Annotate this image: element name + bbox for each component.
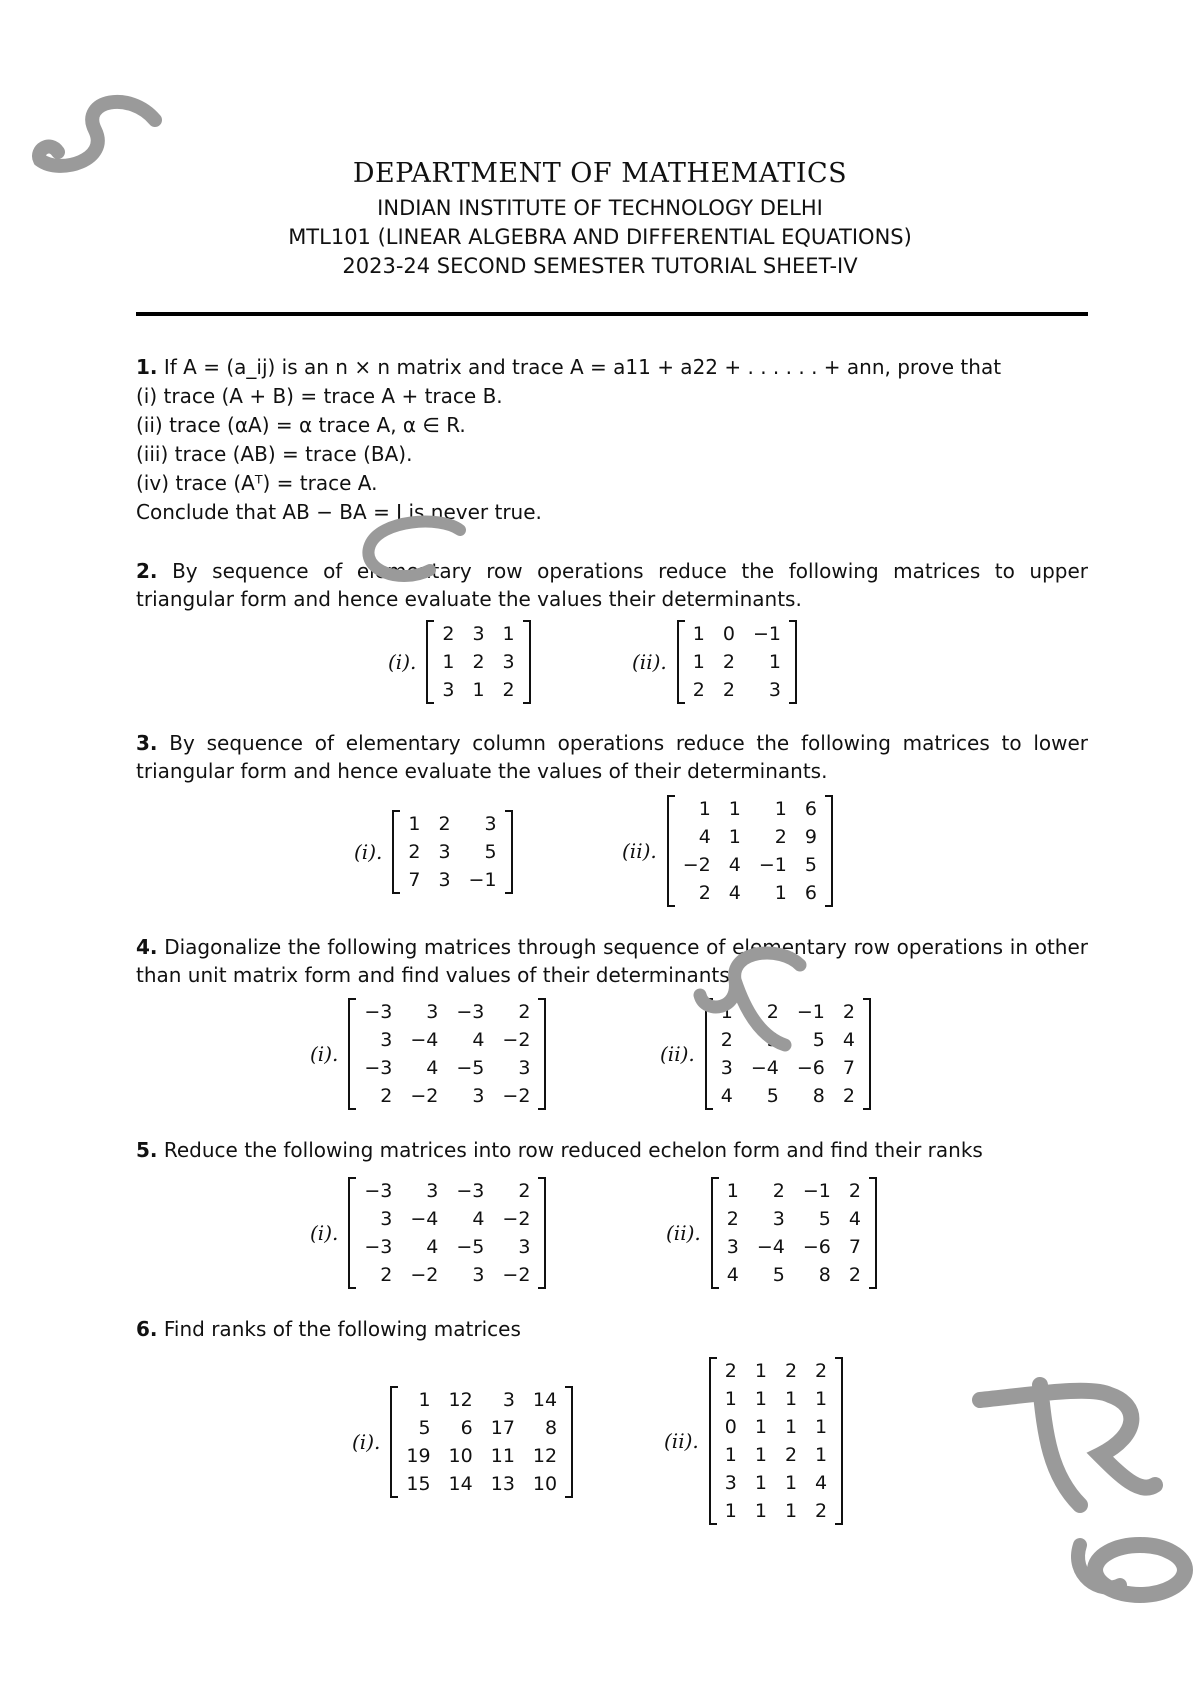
left-bracket — [677, 620, 685, 704]
matrix-cell: 2 — [784, 1444, 798, 1466]
q4-label-i: (i). — [310, 1042, 339, 1066]
right-bracket — [523, 620, 531, 704]
q2-text — [136, 557, 1088, 613]
q6-number: 6. — [136, 1317, 158, 1341]
matrix-row — [356, 998, 538, 1026]
matrix-cell: 1 — [815, 1444, 828, 1466]
matrix-cell: 15 — [406, 1473, 431, 1495]
matrix-cell: 10 — [448, 1445, 473, 1467]
matrix-cell: 2 — [442, 623, 455, 645]
scribble-stroke — [700, 953, 800, 1045]
matrix-cell: 8 — [812, 1085, 825, 1107]
matrix-cell: 1 — [502, 623, 515, 645]
matrix-cell: 1 — [472, 679, 485, 701]
matrix-cell: 2 — [380, 1085, 393, 1107]
q1-conclusion: Conclude that AB − BA = I is never true. — [136, 500, 542, 524]
matrix-cell: 1 — [408, 813, 421, 835]
matrix-row — [717, 1413, 835, 1441]
q5-label-i: (i). — [310, 1221, 339, 1245]
matrix-cell: −6 — [796, 1057, 825, 1079]
matrix-row — [398, 1442, 565, 1470]
q2-matrix-ii — [632, 620, 797, 704]
right-bracket — [505, 810, 513, 894]
matrix-cell: 4 — [472, 1029, 485, 1051]
matrix-row — [675, 823, 825, 851]
matrix-cell: −4 — [410, 1208, 439, 1230]
matrix-cell: −2 — [502, 1029, 531, 1051]
matrix-grid — [434, 620, 522, 704]
matrix-cell: 1 — [784, 1388, 798, 1410]
matrix-cell: 2 — [848, 1264, 861, 1286]
institute-name: INDIAN INSTITUTE OF TECHNOLOGY DELHI — [377, 196, 823, 220]
matrix-cell: −5 — [456, 1057, 485, 1079]
scribble-stroke — [368, 522, 460, 576]
matrix-cell: 1 — [754, 1360, 767, 1382]
q1-part-i: (i) trace (A + B) = trace A + trace B. — [136, 384, 503, 408]
matrix-cell: 4 — [698, 826, 711, 848]
course-title: MTL101 (LINEAR ALGEBRA AND DIFFERENTIAL EQUATIONS) — [288, 225, 912, 249]
matrix-row — [717, 1385, 835, 1413]
matrix-cell: 3 — [472, 1264, 485, 1286]
matrix-cell: 4 — [815, 1472, 828, 1494]
matrix-row — [356, 1205, 538, 1233]
matrix-row — [434, 676, 522, 704]
matrix-grid — [356, 1177, 538, 1289]
right-bracket — [825, 795, 833, 907]
matrix-row — [356, 1177, 538, 1205]
watermark-scribble-top-left — [20, 90, 170, 190]
q4-number: 4. — [136, 935, 158, 959]
matrix-cell: 1 — [774, 798, 787, 820]
matrix-cell: 3 — [502, 651, 515, 673]
q5-matrix-i — [310, 1177, 546, 1289]
matrix-cell: 3 — [426, 1180, 439, 1202]
matrix-cell: 1 — [728, 826, 741, 848]
matrix-cell: 1 — [698, 798, 711, 820]
q3-body: By sequence of elementary column operations reduce the following matrices to lower triangular form and hence evaluate the values of their determinants. — [136, 731, 1089, 783]
matrix-row — [398, 1386, 565, 1414]
matrix-row — [713, 1054, 863, 1082]
matrix-cell: 6 — [804, 798, 817, 820]
matrix-cell: 0 — [724, 1416, 737, 1438]
q2-label-i: (i). — [388, 650, 417, 674]
matrix-cell: 17 — [490, 1417, 515, 1439]
q1-intro — [136, 353, 1001, 381]
matrix-row — [400, 838, 504, 866]
q5-body: Reduce the following matrices into row reduced echelon form and find their ranks — [163, 1138, 983, 1162]
matrix-row — [719, 1177, 869, 1205]
q6-body: Find ranks of the following matrices — [163, 1317, 521, 1341]
matrix-cell: −6 — [802, 1236, 831, 1258]
matrix-cell: 1 — [815, 1416, 828, 1438]
matrix-cell: 3 — [766, 1029, 779, 1051]
matrix-cell: −2 — [410, 1085, 439, 1107]
matrix-cell: −4 — [750, 1057, 779, 1079]
matrix-cell: −3 — [364, 1236, 393, 1258]
matrix-row — [675, 851, 825, 879]
matrix-cell: 5 — [818, 1208, 831, 1230]
q1-part-ii: (ii) trace (αA) = α trace A, α ∈ R. — [136, 413, 466, 437]
matrix-cell: 4 — [728, 854, 741, 876]
matrix-cell: −3 — [456, 1180, 485, 1202]
matrix-row — [356, 1082, 538, 1110]
q5-text — [136, 1136, 983, 1164]
watermark-scribble-right — [690, 945, 810, 1055]
matrix-cell: 4 — [726, 1264, 739, 1286]
matrix-cell: 5 — [804, 854, 817, 876]
matrix-cell: 3 — [380, 1029, 393, 1051]
matrix-cell: 4 — [426, 1057, 439, 1079]
matrix-row — [356, 1026, 538, 1054]
matrix-cell: 3 — [472, 1085, 485, 1107]
matrix-cell: −4 — [756, 1236, 785, 1258]
matrix-cell: 1 — [754, 1500, 767, 1522]
watermark-signature-bottom-right — [970, 1355, 1200, 1615]
matrix-cell: 7 — [842, 1057, 855, 1079]
matrix-row — [685, 676, 789, 704]
matrix-cell: −3 — [364, 1001, 393, 1023]
matrix-cell: 3 — [484, 813, 497, 835]
matrix-cell: 1 — [724, 1388, 737, 1410]
matrix-row — [713, 1082, 863, 1110]
matrix-cell: 5 — [772, 1264, 785, 1286]
matrix-cell: 7 — [408, 869, 421, 891]
matrix-cell: 1 — [815, 1388, 828, 1410]
matrix-cell: 2 — [815, 1500, 828, 1522]
right-bracket — [789, 620, 797, 704]
matrix-cell: −2 — [502, 1208, 531, 1230]
matrix-cell: 0 — [722, 623, 735, 645]
scribble-stroke — [980, 1385, 1155, 1505]
q2-body: By sequence of elementary row operations reduce the following matrices to upper triangular form and hence evaluate the values their determinants. — [136, 559, 1089, 611]
matrix-grid — [675, 795, 825, 907]
matrix-cell: 3 — [726, 1236, 739, 1258]
matrix-row — [717, 1441, 835, 1469]
right-bracket — [863, 998, 871, 1110]
matrix-cell: 2 — [502, 679, 515, 701]
matrix-cell: 12 — [532, 1445, 558, 1467]
matrix-cell: 2 — [784, 1360, 798, 1382]
matrix-row — [717, 1469, 835, 1497]
left-bracket — [667, 795, 675, 907]
matrix-cell: 4 — [426, 1236, 439, 1258]
q4-label-ii: (ii). — [660, 1042, 695, 1066]
matrix-grid — [719, 1177, 869, 1289]
matrix-cell: 1 — [784, 1472, 798, 1494]
matrix-cell: 6 — [460, 1417, 473, 1439]
matrix-row — [356, 1261, 538, 1289]
q6-matrix-ii — [664, 1357, 843, 1525]
matrix-cell: 2 — [772, 1180, 785, 1202]
matrix-grid — [400, 810, 504, 894]
q3-label-ii: (ii). — [622, 839, 657, 863]
matrix-cell: 1 — [754, 1416, 767, 1438]
matrix-cell: 5 — [766, 1085, 779, 1107]
matrix-cell: 10 — [532, 1473, 558, 1495]
q2-matrix-i — [388, 620, 531, 704]
q1-part-iii: (iii) trace (AB) = trace (BA). — [136, 442, 413, 466]
matrix-cell: 2 — [766, 1001, 779, 1023]
left-bracket — [390, 1386, 398, 1498]
matrix-cell: 1 — [784, 1500, 798, 1522]
matrix-cell: 1 — [754, 1388, 767, 1410]
matrix-cell: 1 — [754, 1444, 767, 1466]
matrix-grid — [685, 620, 789, 704]
matrix-cell: 3 — [518, 1057, 531, 1079]
scribble-stroke — [39, 102, 155, 166]
left-bracket — [711, 1177, 719, 1289]
matrix-cell: 3 — [426, 1001, 439, 1023]
matrix-cell: −1 — [802, 1180, 831, 1202]
matrix-row — [719, 1233, 869, 1261]
matrix-cell: 1 — [724, 1500, 737, 1522]
matrix-cell: 8 — [818, 1264, 831, 1286]
q3-matrix-ii — [622, 795, 833, 907]
matrix-cell: −3 — [364, 1057, 393, 1079]
matrix-cell: 2 — [518, 1001, 531, 1023]
matrix-cell: 2 — [815, 1360, 828, 1382]
matrix-cell: 2 — [726, 1208, 739, 1230]
matrix-cell: 1 — [442, 651, 455, 673]
right-bracket — [835, 1357, 843, 1525]
matrix-cell: 4 — [728, 882, 741, 904]
matrix-cell: 2 — [698, 882, 711, 904]
matrix-cell: 2 — [472, 651, 485, 673]
left-bracket — [426, 620, 434, 704]
matrix-cell: −1 — [796, 1001, 825, 1023]
matrix-cell: −2 — [410, 1264, 439, 1286]
matrix-cell: 3 — [724, 1472, 737, 1494]
matrix-row — [356, 1233, 538, 1261]
matrix-cell: 2 — [380, 1264, 393, 1286]
matrix-cell: −1 — [758, 854, 787, 876]
matrix-cell: −2 — [502, 1085, 531, 1107]
q4-text — [136, 933, 1088, 989]
matrix-row — [398, 1470, 565, 1498]
matrix-cell: 1 — [768, 651, 781, 673]
q4-matrix-i — [310, 998, 546, 1110]
matrix-cell: −3 — [364, 1180, 393, 1202]
q2-number: 2. — [136, 559, 158, 583]
left-bracket — [392, 810, 400, 894]
matrix-row — [356, 1054, 538, 1082]
matrix-row — [434, 648, 522, 676]
matrix-cell: 3 — [438, 841, 451, 863]
matrix-row — [398, 1414, 565, 1442]
matrix-row — [719, 1205, 869, 1233]
q1-part-iv: (iv) trace (Aᵀ) = trace A. — [136, 471, 378, 495]
matrix-cell: 3 — [472, 623, 485, 645]
matrix-cell: 1 — [728, 798, 741, 820]
matrix-cell: 5 — [812, 1029, 825, 1051]
matrix-cell: −3 — [456, 1001, 485, 1023]
q5-matrix-ii — [666, 1177, 877, 1289]
matrix-cell: 1 — [726, 1180, 739, 1202]
q6-matrix-i — [352, 1386, 573, 1498]
matrix-cell: 3 — [720, 1057, 733, 1079]
left-bracket — [348, 1177, 356, 1289]
matrix-row — [675, 795, 825, 823]
q3-text — [136, 729, 1088, 785]
matrix-row — [685, 620, 789, 648]
matrix-cell: 12 — [448, 1389, 473, 1411]
matrix-row — [717, 1357, 835, 1385]
matrix-cell: 1 — [692, 651, 705, 673]
matrix-cell: 1 — [754, 1472, 767, 1494]
matrix-cell: 2 — [722, 651, 735, 673]
matrix-cell: 1 — [774, 882, 787, 904]
q6-text — [136, 1315, 521, 1343]
q5-number: 5. — [136, 1138, 158, 1162]
matrix-cell: 1 — [784, 1416, 798, 1438]
matrix-cell: −1 — [468, 869, 497, 891]
matrix-row — [719, 1261, 869, 1289]
matrix-cell: 3 — [438, 869, 451, 891]
matrix-cell: −2 — [682, 854, 711, 876]
right-bracket — [869, 1177, 877, 1289]
matrix-row — [400, 866, 504, 894]
matrix-cell: 2 — [774, 826, 787, 848]
matrix-cell: 1 — [724, 1444, 737, 1466]
q6-label-ii: (ii). — [664, 1429, 699, 1453]
matrix-cell: 1 — [720, 1001, 733, 1023]
matrix-cell: 2 — [842, 1085, 855, 1107]
matrix-cell: 2 — [518, 1180, 531, 1202]
department-title: DEPARTMENT OF MATHEMATICS — [352, 158, 848, 189]
matrix-cell: 4 — [848, 1208, 861, 1230]
matrix-cell: 14 — [448, 1473, 473, 1495]
matrix-cell: 5 — [484, 841, 497, 863]
right-bracket — [538, 998, 546, 1110]
matrix-cell: 6 — [804, 882, 817, 904]
matrix-cell: 3 — [502, 1389, 515, 1411]
matrix-row — [675, 879, 825, 907]
matrix-cell: 9 — [804, 826, 817, 848]
q1-number: 1. — [136, 355, 158, 379]
matrix-cell: 4 — [842, 1029, 855, 1051]
matrix-row — [434, 620, 522, 648]
matrix-row — [400, 810, 504, 838]
matrix-cell: 4 — [472, 1208, 485, 1230]
q1-intro-text: If A = (a_ij) is an n × n matrix and trace A = a11 + a22 + . . . . . . + ann, prove that — [163, 355, 1002, 379]
q6-label-i: (i). — [352, 1430, 381, 1454]
matrix-cell: 3 — [442, 679, 455, 701]
matrix-cell: 4 — [720, 1085, 733, 1107]
left-bracket — [348, 998, 356, 1110]
matrix-cell: 8 — [545, 1417, 558, 1439]
matrix-cell: −2 — [502, 1264, 531, 1286]
matrix-cell: 7 — [848, 1236, 861, 1258]
matrix-grid — [356, 998, 538, 1110]
header-divider — [136, 312, 1088, 316]
matrix-cell: 2 — [438, 813, 451, 835]
matrix-cell: 1 — [418, 1389, 431, 1411]
matrix-cell: 13 — [490, 1473, 515, 1495]
q3-number: 3. — [136, 731, 158, 755]
matrix-cell: 11 — [490, 1445, 515, 1467]
matrix-row — [717, 1497, 835, 1525]
matrix-cell: 2 — [842, 1001, 855, 1023]
q5-label-ii: (ii). — [666, 1221, 701, 1245]
q4-body: Diagonalize the following matrices through sequence of elementary row operations in other than unit matrix form and find values of their determinants. — [136, 935, 1088, 987]
matrix-cell: 1 — [692, 623, 705, 645]
matrix-row — [685, 648, 789, 676]
matrix-cell: 2 — [848, 1180, 861, 1202]
matrix-cell: 2 — [720, 1029, 733, 1051]
matrix-cell: 2 — [722, 679, 735, 701]
matrix-cell: 3 — [380, 1208, 393, 1230]
matrix-cell: −1 — [752, 623, 781, 645]
matrix-grid — [398, 1386, 565, 1498]
matrix-cell: 3 — [772, 1208, 785, 1230]
matrix-cell: 2 — [408, 841, 421, 863]
matrix-cell: 2 — [692, 679, 705, 701]
matrix-cell: −5 — [456, 1236, 485, 1258]
q3-matrix-i — [354, 810, 513, 894]
matrix-cell: 2 — [724, 1360, 737, 1382]
watermark-scribble-center — [320, 510, 470, 600]
matrix-cell: 19 — [406, 1445, 431, 1467]
matrix-cell: −4 — [410, 1029, 439, 1051]
matrix-cell: 3 — [768, 679, 781, 701]
matrix-grid — [717, 1357, 835, 1525]
right-bracket — [565, 1386, 573, 1498]
sheet-title: 2023-24 SECOND SEMESTER TUTORIAL SHEET-IV — [342, 254, 858, 278]
q2-label-ii: (ii). — [632, 650, 667, 674]
matrix-cell: 3 — [518, 1236, 531, 1258]
matrix-cell: 14 — [532, 1389, 558, 1411]
q3-label-i: (i). — [354, 840, 383, 864]
left-bracket — [709, 1357, 717, 1525]
right-bracket — [538, 1177, 546, 1289]
matrix-cell: 5 — [418, 1417, 431, 1439]
